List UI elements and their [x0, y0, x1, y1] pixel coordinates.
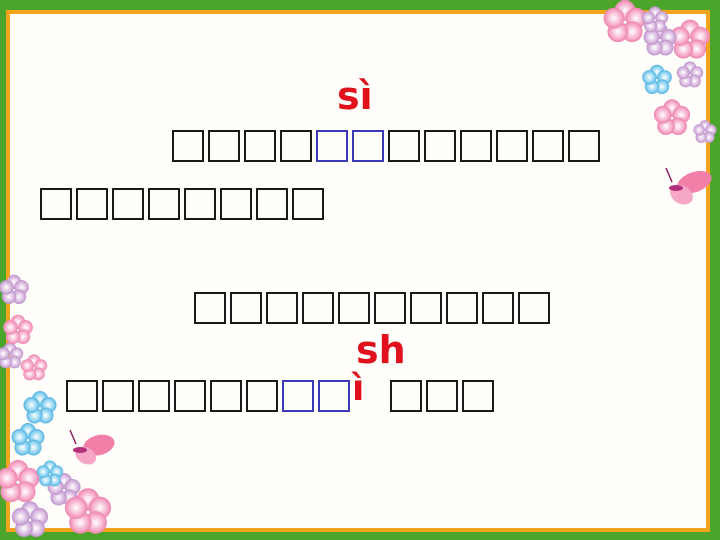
butterfly-icon [666, 167, 715, 209]
glyph-box [220, 188, 252, 220]
glyph-box [246, 380, 278, 412]
glyph-box [112, 188, 144, 220]
glyph-box [148, 188, 180, 220]
glyph-box [230, 292, 262, 324]
glyph-box [138, 380, 170, 412]
glyph-box [208, 130, 240, 162]
glyph-box [266, 292, 298, 324]
glyph-box [496, 130, 528, 162]
glyph-box [388, 130, 420, 162]
pinyin-annotation-2-top: sh [356, 328, 406, 372]
glyph-box [210, 380, 242, 412]
glyph-box-highlight [318, 380, 350, 412]
glyph-box [518, 292, 550, 324]
glyph-box [424, 130, 456, 162]
glyph-box [256, 188, 288, 220]
glyph-box-highlight [316, 130, 348, 162]
glyph-box [244, 130, 276, 162]
text-line-1 [172, 124, 604, 164]
text-line-2 [40, 182, 328, 222]
glyph-box [568, 130, 600, 162]
glyph-box [292, 188, 324, 220]
pinyin-annotation-1: sì [337, 74, 373, 118]
glyph-box [426, 380, 458, 412]
glyph-box [280, 130, 312, 162]
glyph-box [462, 380, 494, 412]
flower-icon [642, 65, 672, 94]
glyph-box [390, 380, 422, 412]
glyph-box [446, 292, 478, 324]
glyph-box [194, 292, 226, 324]
glyph-box [66, 380, 98, 412]
glyph-box [174, 380, 206, 412]
glyph-box [302, 292, 334, 324]
glyph-box [460, 130, 492, 162]
glyph-box [374, 292, 406, 324]
butterfly-icon [70, 430, 117, 468]
text-line-3 [194, 286, 554, 326]
glyph-box [532, 130, 564, 162]
glyph-box [102, 380, 134, 412]
glyph-box-highlight [352, 130, 384, 162]
glyph-box [76, 188, 108, 220]
glyph-box [482, 292, 514, 324]
glyph-box [172, 130, 204, 162]
glyph-box [184, 188, 216, 220]
glyph-box [410, 292, 442, 324]
glyph-box [40, 188, 72, 220]
glyph-box-highlight [282, 380, 314, 412]
pinyin-annotation-2-bottom: ì [352, 368, 365, 409]
glyph-box [338, 292, 370, 324]
text-line-4 [66, 374, 498, 414]
